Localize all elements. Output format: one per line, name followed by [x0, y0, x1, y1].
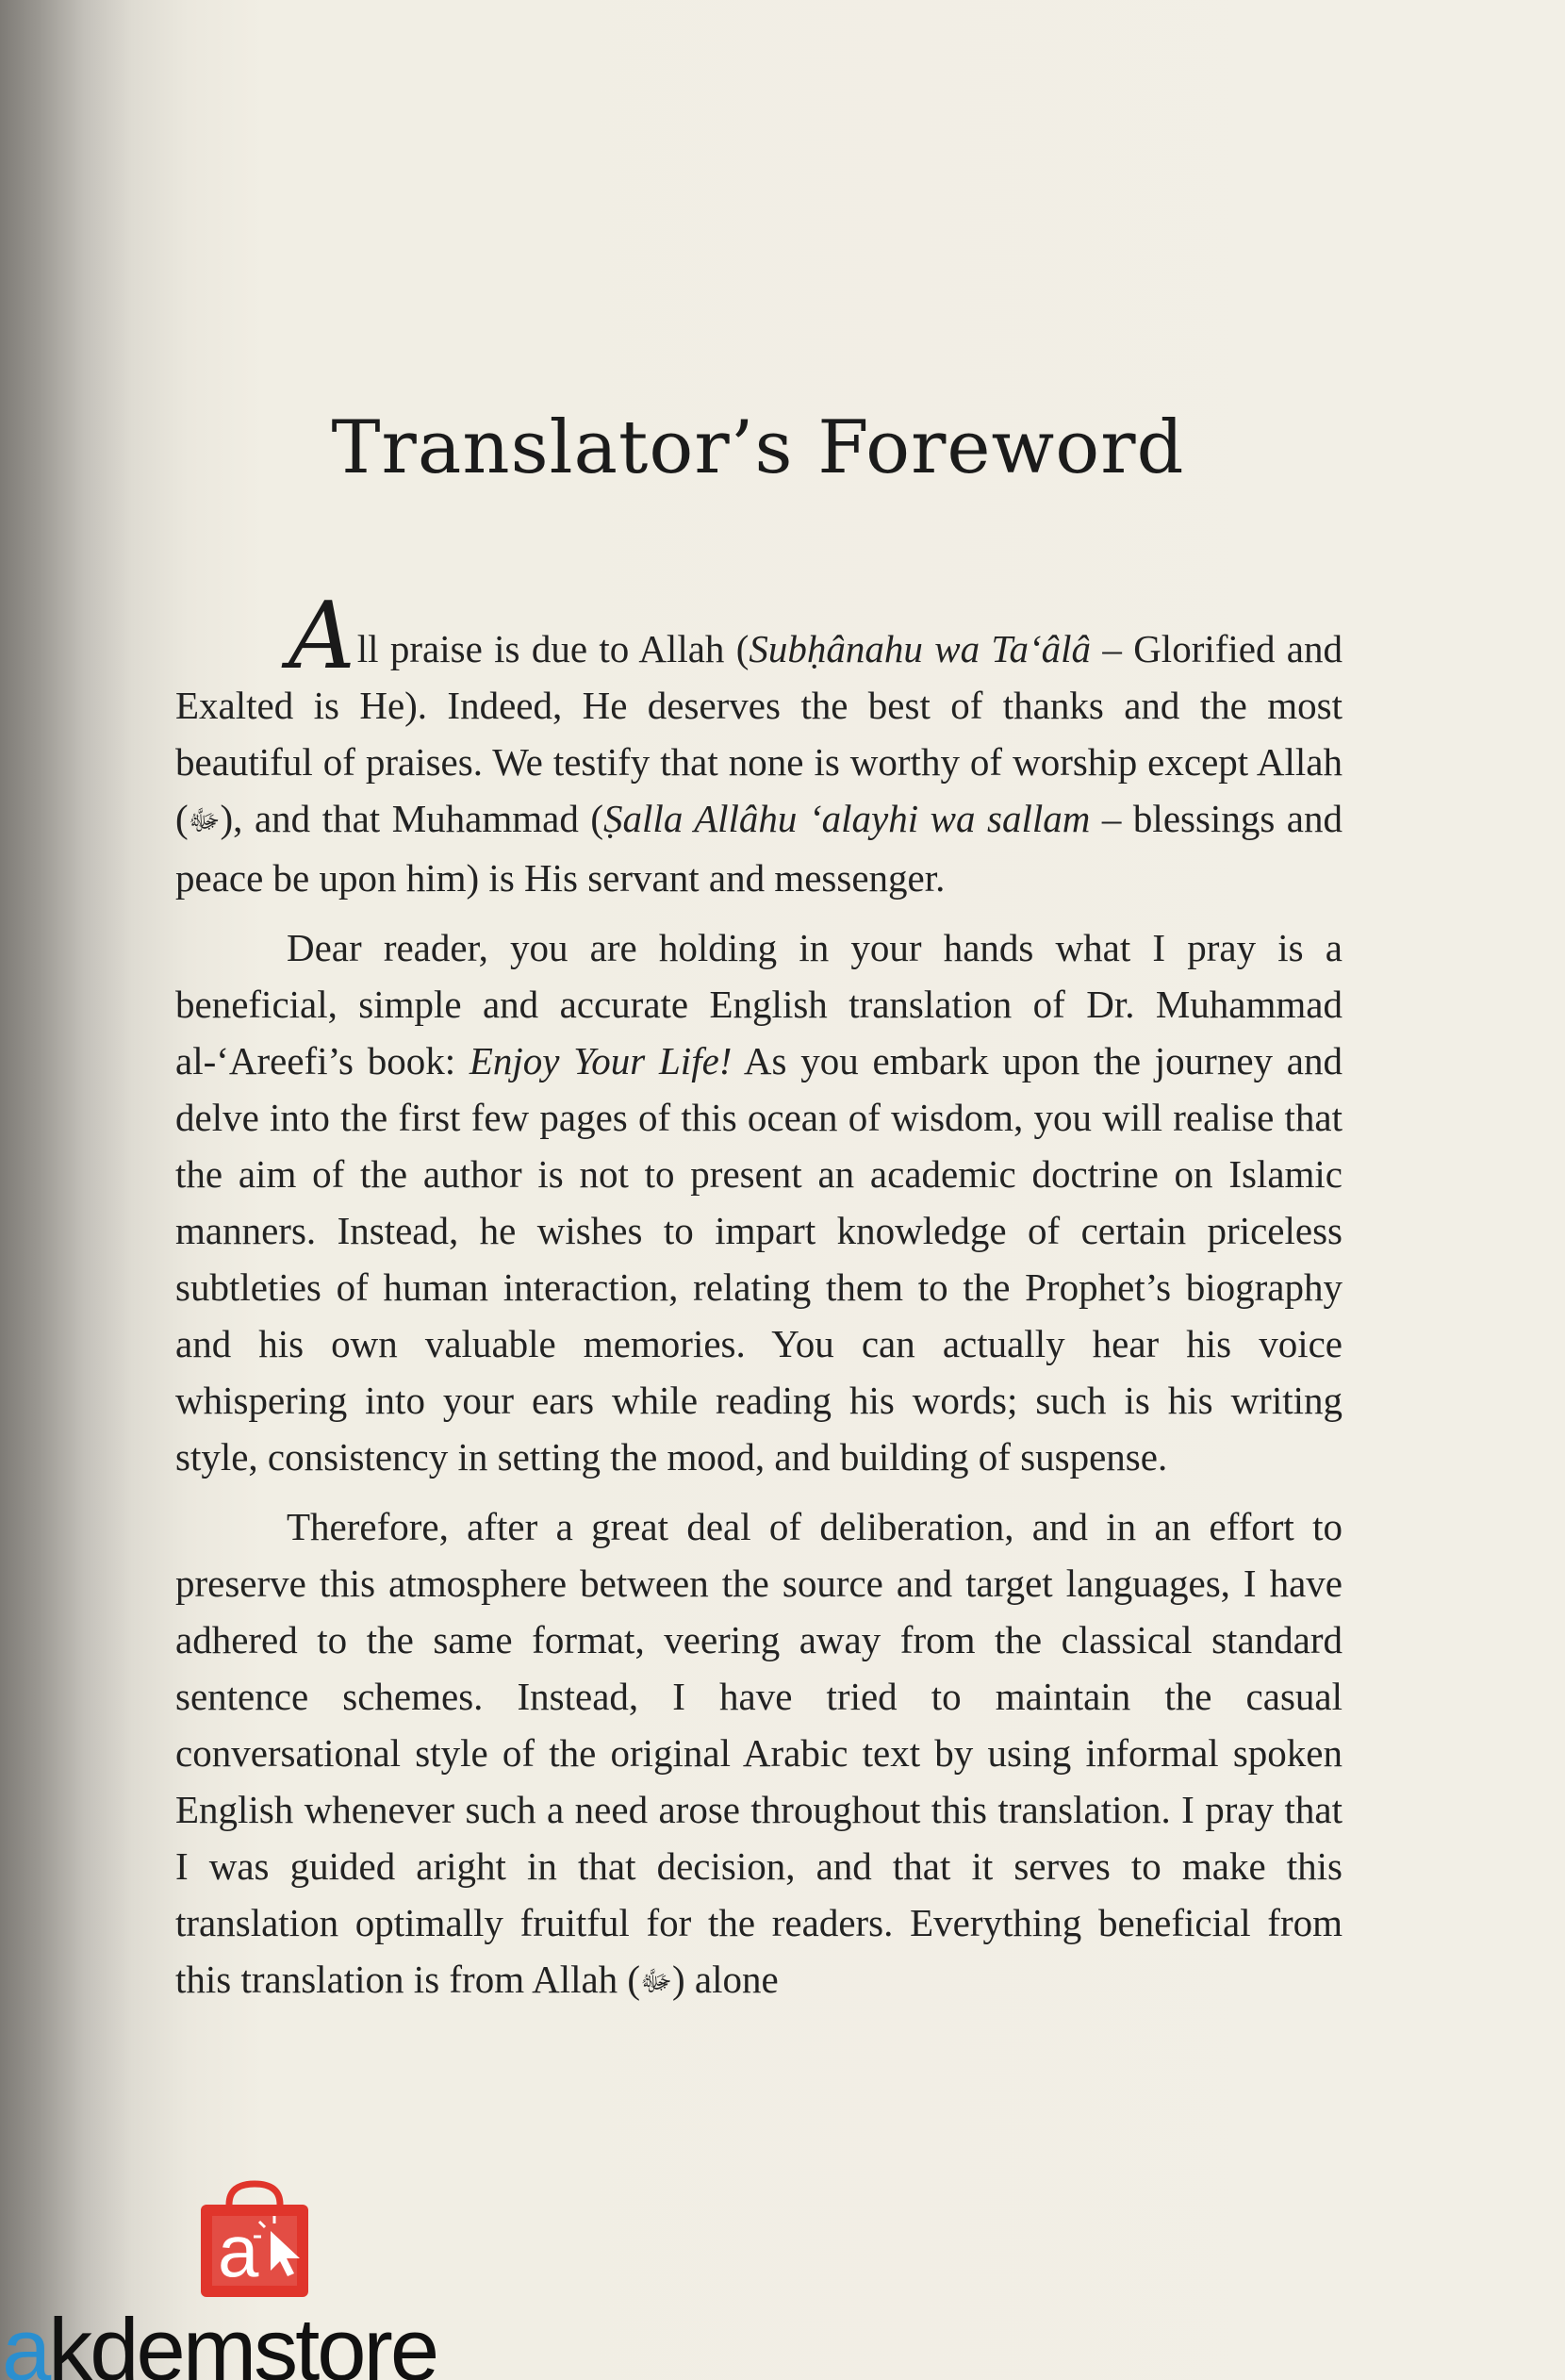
text-run: ) alone — [671, 1958, 779, 2001]
logo-wordmark — [2, 2299, 437, 2380]
shopping-bag-icon — [193, 2178, 316, 2301]
italic-run: Ṣalla Allâhu ‘alayhi wa sallam — [603, 797, 1091, 840]
store-watermark-logo — [0, 2178, 528, 2380]
logo-word-first: a — [2, 2300, 49, 2380]
italic-run: Subḥânahu wa Ta‘âlâ — [749, 627, 1092, 670]
text-run: ll praise is due to Allah ( — [356, 627, 750, 670]
text-run: ), and that Muhammad ( — [220, 797, 604, 840]
text-run: As you embark upon the journey and delve into the first few pages of this ocean of wisdom, you will realise that the aim of the author is not to present an academic doctrine on Islamic manners. Instead, he wishes to impart knowledge of certain priceless subtleties of human interaction, relating them to the Prophet’s biography and his own valuable memories. You can actually hear his voice whispering into your ears while reading his words; such is his writing style, consistency in setting the mood, and building of suspense. — [175, 1039, 1343, 1479]
italic-run: Enjoy Your Life! — [469, 1039, 733, 1083]
logo-letter: a — [218, 2209, 259, 2292]
text-run: – Glorified and Exalted is He). Indeed, He deserves the best of thanks and the most beautiful of praises. We testify that none is worthy of worship except Allah ( — [175, 627, 1343, 840]
text-run: Dear reader, you are holding in your hands what I pray is a beneficial, simple and accurate English translation of Dr. Muhammad al-‘Areefi’s book: — [175, 926, 1343, 1083]
honorific-symbol: ﷻ — [640, 1966, 672, 1997]
logo-word-rest: kdemstore — [48, 2300, 437, 2380]
bleed-through-text — [174, 269, 190, 367]
page-title: Translator’s Foreword — [331, 405, 1185, 490]
paragraph-1 — [175, 583, 1343, 906]
honorific-symbol: ﷻ — [188, 805, 221, 836]
body-text — [175, 583, 1343, 2024]
drop-cap: A — [288, 583, 355, 690]
paragraph-2 — [175, 919, 1343, 1485]
text-run: – blessings and peace be upon him) is His servant and messenger. — [175, 797, 1343, 900]
text-run: Therefore, after a great deal of deliberation, and in an effort to preserve this atmosphere between the source and target languages, I have adhered to the same format, veering away from the classical standard sentence schemes. Instead, I have tried to maintain the casual conversational style of the original Arabic text by using informal spoken English whenever such a need arose throughout this translation. I pray that I was guided aright in that decision, and that it serves to make this translation optimally fruitful for the readers. Everything beneficial from this translation is from Allah ( — [175, 1505, 1343, 2001]
paragraph-3 — [175, 1498, 1343, 2010]
